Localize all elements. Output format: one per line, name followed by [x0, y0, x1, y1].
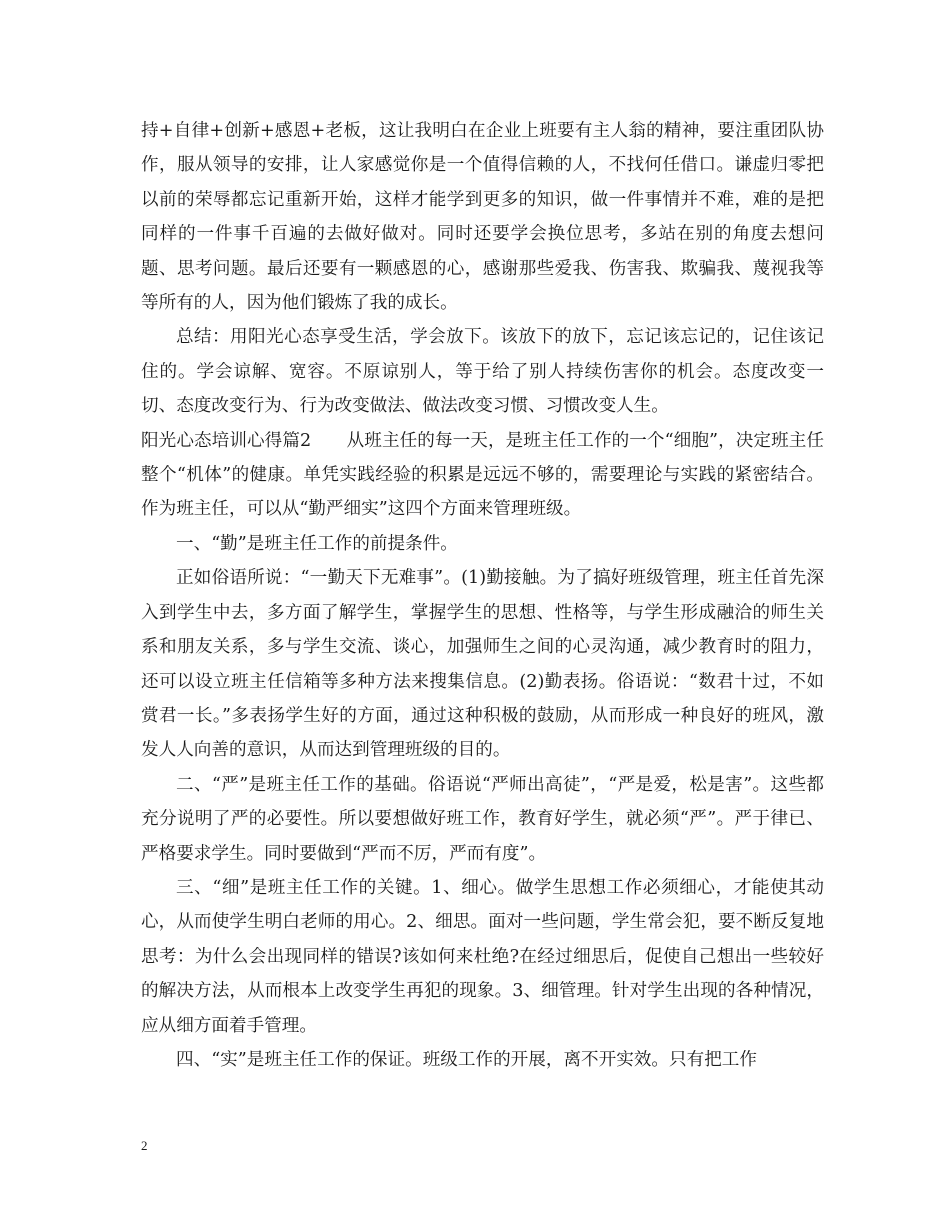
section-intro-text: 从班主任的每一天，是班主任工作的一个“细胞”，决定班主任整个“机体”的健康。单凭实践经验的积累是远远不够的，需要理论与实践的紧密结合。作为班主任，可以从“勤严细实”这四个方面来管理班级。 [141, 430, 824, 520]
paragraph-shi: 四、“实”是班主任工作的保证。班级工作的开展，离不开实效。只有把工作 [176, 1049, 757, 1070]
paragraph-section-2 [141, 424, 824, 527]
paragraph-summary: 总结：用阳光心态享受生活，学会放下。该放下的放下，忘记该忘记的，记住该记住的。学会谅解、宽容。不原谅别人，等于给了别人持续伤害你的机会。态度改变一切、态度改变行为、行为改变做法、做法改变习惯、习惯改变人生。 [141, 327, 824, 417]
paragraph-qin: 正如俗语所说：“一勤天下无难事”。(1)勤接触。为了搞好班级管理，班主任首先深入到学生中去，多方面了解学生，掌握学生的思想、性格等，与学生形成融洽的师生关系和朋友关系，多与学生交流、谈心，加强师生之间的心灵沟通，减少教育时的阻力，还可以设立班主任信箱等多种方法来搜集信息。(2)勤表扬。俗语说：“数君十过，不如赏君一长。”多表扬学生好的方面，通过这种积极的鼓励，从而形成一种良好的班风，激发人人向善的意识，从而达到管理班级的目的。 [141, 568, 824, 761]
paragraph-yan: 二、“严”是班主任工作的基础。俗语说“严师出高徒”，“严是爱，松是害”。这些都充分说明了严的必要性。所以要想做好班工作，教育好学生，就必须“严”。严于律已、严格要求学生。同时要做到“严而不厉，严而有度”。 [141, 774, 824, 864]
paragraph-qin-heading: 一、“勤”是班主任工作的前提条件。 [176, 533, 458, 554]
page-number: 2 [141, 1138, 148, 1153]
section-heading: 阳光心态培训心得篇2 [141, 430, 312, 451]
paragraph-xi: 三、“细”是班主任工作的关键。1、细心。做学生思想工作必须细心，才能使其动心，从而使学生明白老师的用心。2、细思。面对一些问题，学生常会犯，要不断反复地思考：为什么会出现同样的错误?该如何来杜绝?在经过细思后，促使自己想出一些较好的解决方法，从而根本上改变学生再犯的现象。3、细管理。针对学生出现的各种情况，应从细方面着手管理。 [141, 877, 824, 1036]
paragraph-continuation: 持+自律+创新+感恩+老板，这让我明白在企业上班要有主人翁的精神，要注重团队协作，服从领导的安排，让人家感觉你是一个值得信赖的人，不找何任借口。谦虚归零把以前的荣辱都忘记重新开始，这样才能学到更多的知识，做一件事情并不难，难的是把同样的一件事千百遍的去做好做对。同时还要学会换位思考，多站在别的角度去想问题、思考问题。最后还要有一颗感恩的心，感谢那些爱我、伤害我、欺骗我、蔑视我等等所有的人，因为他们锻炼了我的成长。 [141, 121, 824, 314]
document-body [141, 114, 824, 1077]
